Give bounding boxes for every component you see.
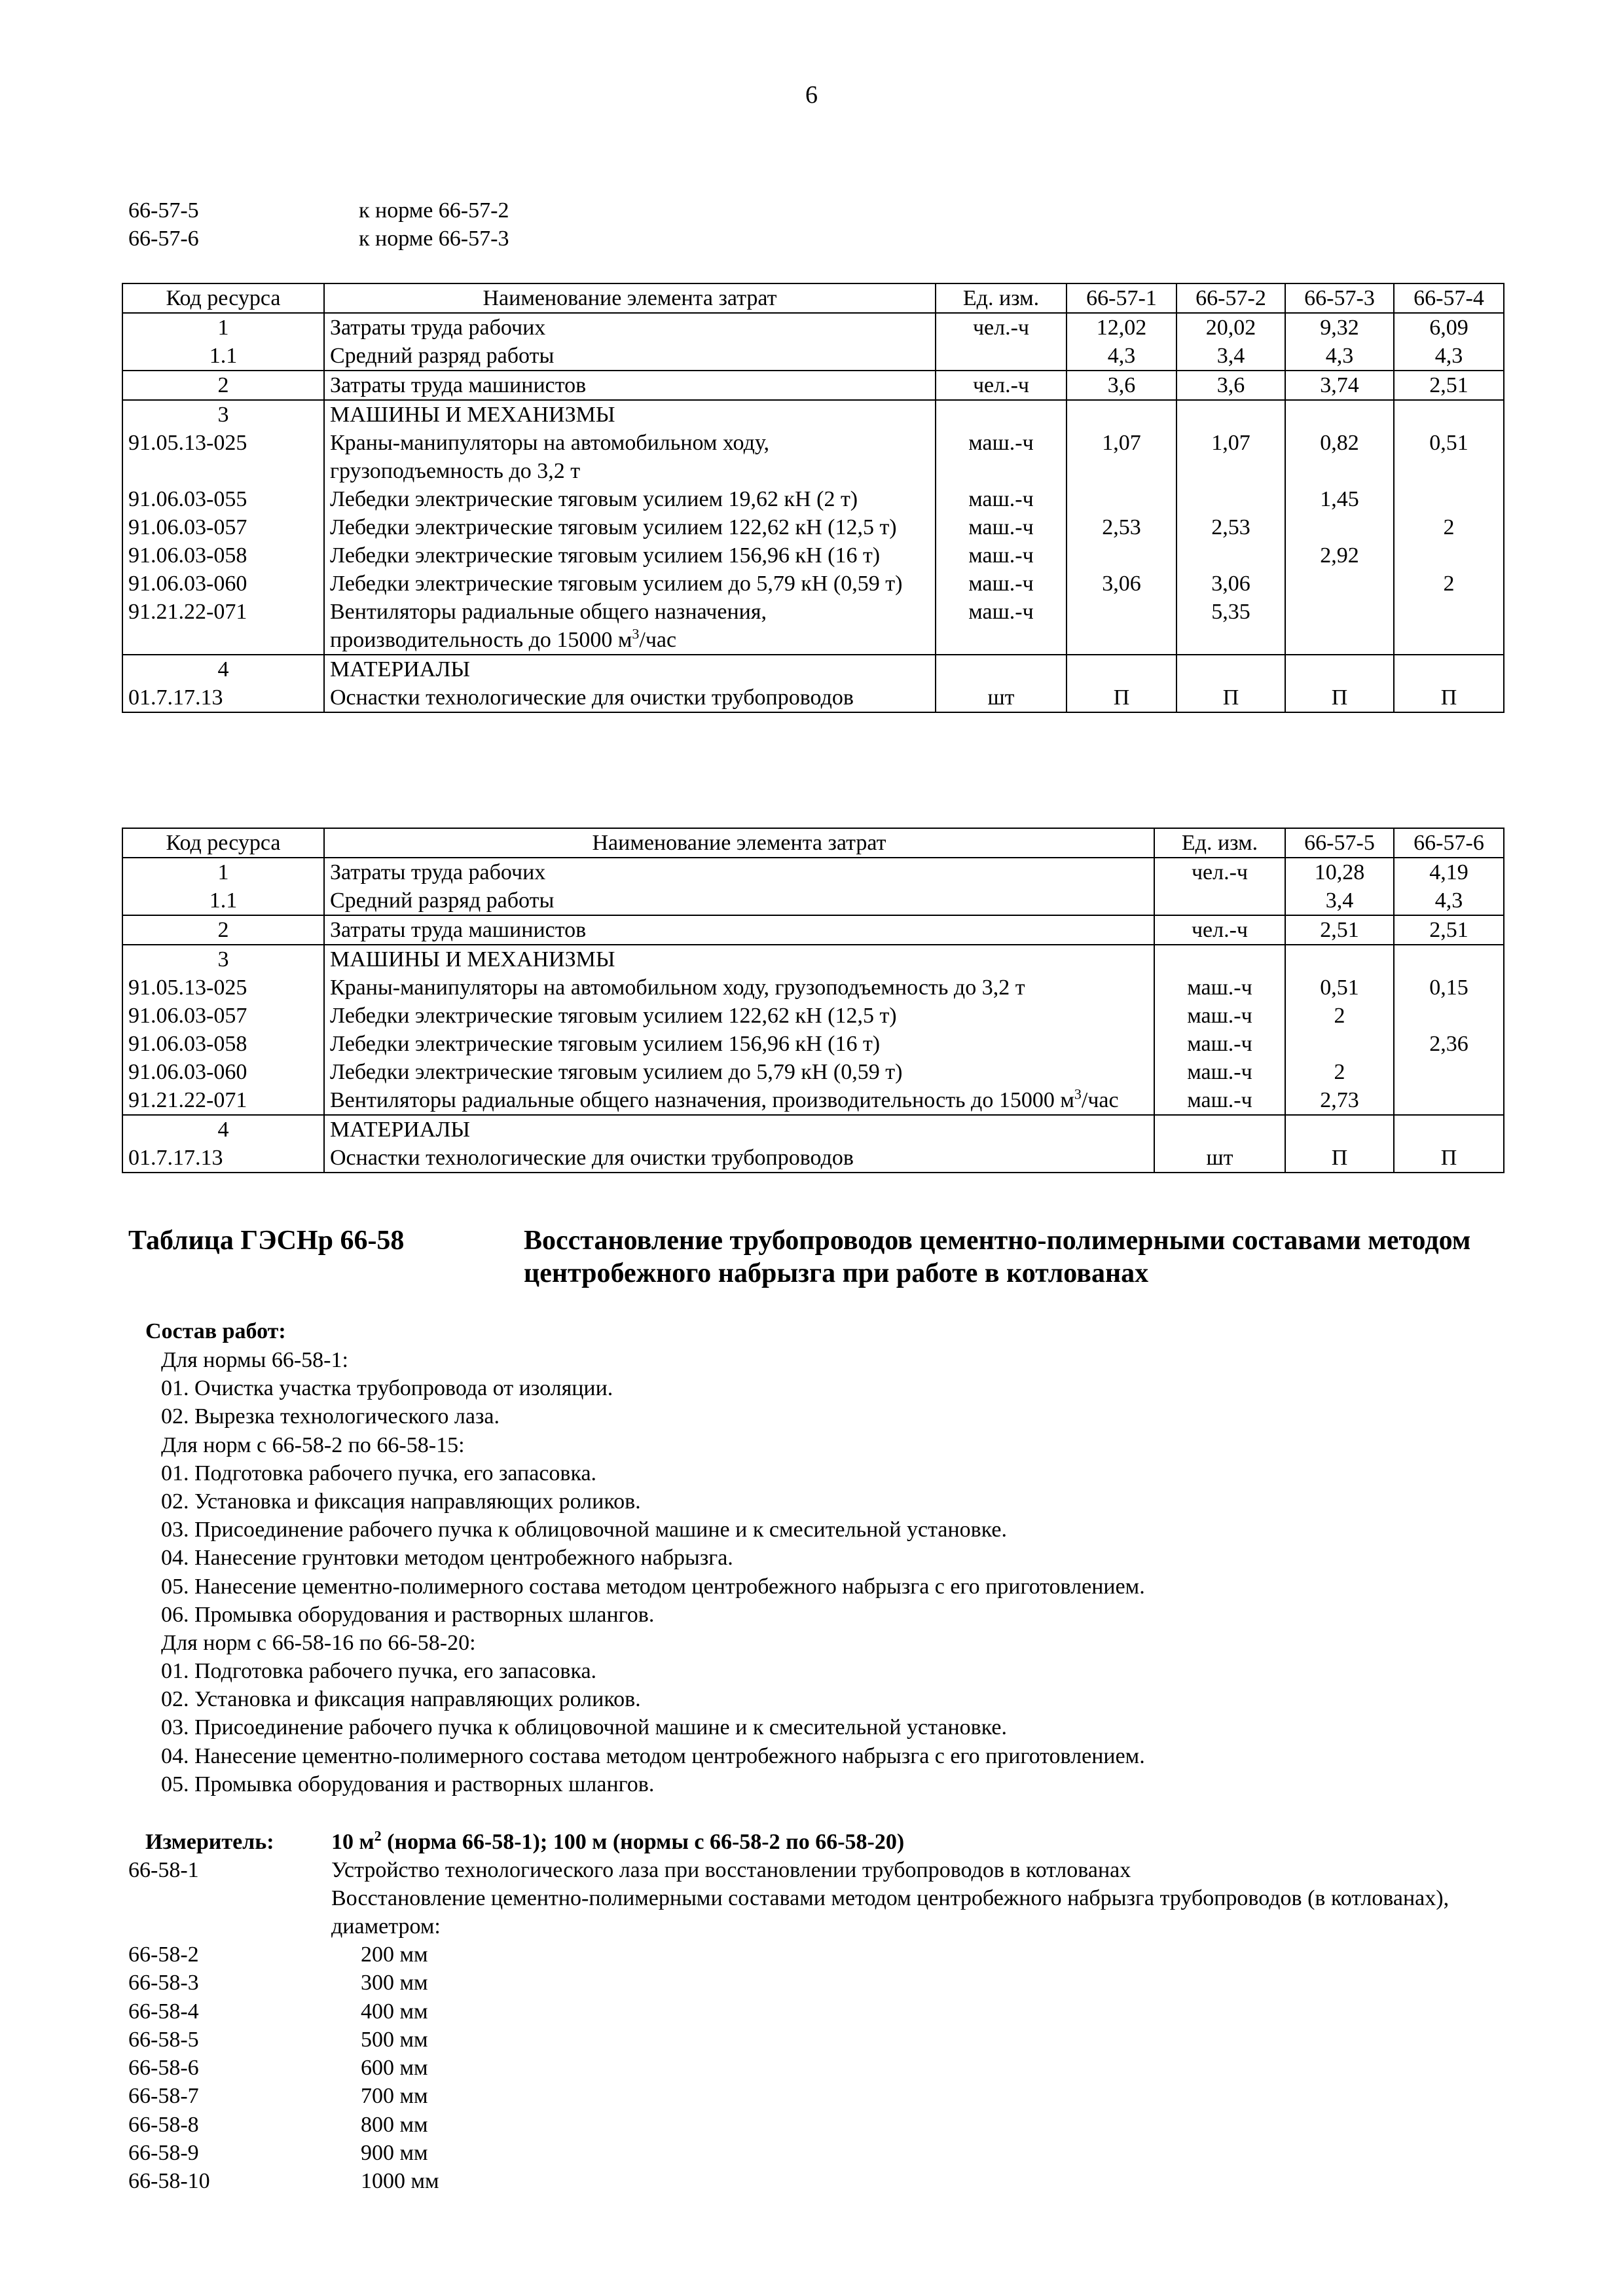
work-line: 05. Нанесение цементно-полимерного состава методом центробежного набрызга с его приготовлением. (161, 1574, 1145, 1599)
diameter-row (128, 1969, 783, 1997)
work-line: 03. Присоединение рабочего пучка к облицовочной машине и к смесительной установке. (161, 1518, 1007, 1542)
norm-value: 2 (1285, 1058, 1394, 1086)
resource-code: 2 (122, 915, 324, 945)
work-heading: Состав работ: (145, 1319, 286, 1343)
diameter-row (128, 1941, 783, 1969)
resource-name-text: /час (1081, 1088, 1119, 1112)
header-norm: 66-57-1 (1067, 283, 1176, 313)
table-row (122, 974, 1504, 1002)
norm-value: 2 (1285, 1002, 1394, 1030)
resource-name: Затраты труда машинистов (324, 915, 1154, 945)
resource-code: 1.1 (122, 342, 324, 371)
diameter-row (128, 2054, 783, 2082)
resource-name: Средний разряд работы (324, 342, 936, 371)
resource-unit (936, 342, 1067, 371)
diameter-code: 66-58-10 (128, 2169, 210, 2194)
resource-name-sup: 3 (632, 625, 640, 642)
resource-name: Средний разряд работы (324, 886, 1154, 915)
resource-unit: маш.-ч (1154, 1002, 1285, 1030)
resource-table-66-57-5-6 (122, 828, 1504, 1173)
measure-sup: 2 (374, 1827, 382, 1844)
resource-unit: маш.-ч (1154, 1086, 1285, 1115)
norm-value: 1,45 (1285, 485, 1394, 513)
norm-value (1394, 1058, 1504, 1086)
resource-code: 1 (122, 858, 324, 886)
norm-value (1394, 485, 1504, 513)
norm-value: 1,07 (1067, 429, 1176, 485)
norm-value: 2,73 (1285, 1086, 1394, 1115)
norm-value: 1,07 (1176, 429, 1285, 485)
resource-name-text: /час (639, 628, 677, 652)
work-line: 04. Нанесение грунтовки методом центробежного набрызга. (161, 1546, 733, 1571)
table-row (122, 485, 1504, 513)
table-row (122, 313, 1504, 342)
norm-value: 3,06 (1176, 570, 1285, 598)
resource-name-sup: 3 (1074, 1085, 1082, 1102)
diameter-code: 66-58-3 (128, 1971, 199, 1995)
table-row (122, 915, 1504, 945)
norm-value: 10,28 (1285, 858, 1394, 886)
measure-label: Измеритель: (145, 1830, 274, 1854)
norm-value: П (1176, 683, 1285, 712)
resource-name: МАТЕРИАЛЫ (324, 1115, 1154, 1144)
resource-table-66-57-1-4 (122, 283, 1504, 713)
norm-value: П (1394, 1144, 1504, 1173)
norm-value (1394, 541, 1504, 570)
table-row (122, 342, 1504, 371)
norm-value (1176, 541, 1285, 570)
resource-unit: маш.-ч (1154, 1058, 1285, 1086)
resource-unit (1154, 886, 1285, 915)
diameter-row (128, 2167, 783, 2195)
norm-value: 2,92 (1285, 541, 1394, 570)
norm-value (1394, 598, 1504, 655)
work-line: 02. Вырезка технологического лаза. (161, 1404, 500, 1429)
norm-value (1067, 400, 1176, 429)
norm-value (1285, 400, 1394, 429)
norm-value: 3,06 (1067, 570, 1176, 598)
resource-name: Затраты труда машинистов (324, 371, 936, 400)
resource-name: Краны-манипуляторы на автомобильном ходу, грузоподъемность до 3,2 т (324, 429, 936, 485)
header-name: Наименование элемента затрат (324, 828, 1154, 858)
work-line: Для норм с 66-58-16 по 66-58-20: (161, 1630, 476, 1655)
work-line: Для нормы 66-58-1: (161, 1348, 348, 1372)
norm-value: П (1285, 1144, 1394, 1173)
norm-value: 4,3 (1285, 342, 1394, 371)
diameter-row (128, 2082, 783, 2110)
norm-value: 0,51 (1394, 429, 1504, 485)
norm-value (1285, 655, 1394, 683)
resource-code: 91.06.03-058 (122, 541, 324, 570)
resource-code: 91.05.13-025 (122, 429, 324, 485)
norm-list (128, 1856, 1503, 1941)
resource-name (324, 598, 936, 655)
table-row (122, 886, 1504, 915)
norm-value (1394, 945, 1504, 974)
norm-value: 4,3 (1067, 342, 1176, 371)
norm-text: Устройство технологического лаза при восстановлении трубопроводов в котлованах (331, 1858, 1131, 1882)
resource-code: 91.05.13-025 (122, 974, 324, 1002)
resource-code: 01.7.17.13 (122, 1144, 324, 1173)
resource-unit: маш.-ч (936, 541, 1067, 570)
table-row (122, 570, 1504, 598)
norm-value (1394, 1086, 1504, 1115)
work-line: 04. Нанесение цементно-полимерного состава методом центробежного набрызга с его приготовлением. (161, 1743, 1145, 1768)
diameter-code: 66-58-8 (128, 2112, 199, 2137)
norm-value (1176, 485, 1285, 513)
table-row (122, 541, 1504, 570)
norm-value: 4,3 (1394, 886, 1504, 915)
norm-value: 0,15 (1394, 974, 1504, 1002)
norm-value: 2,51 (1285, 915, 1394, 945)
norm-value (1067, 541, 1176, 570)
resource-code: 2 (122, 371, 324, 400)
measure-pre: 10 м (331, 1830, 374, 1854)
table-row (122, 400, 1504, 429)
table-row (122, 513, 1504, 541)
diameter-text: 200 мм (361, 1942, 428, 1967)
header-code: Код ресурса (122, 828, 324, 858)
resource-name: Лебедки электрические тяговым усилием 156,96 кН (16 т) (324, 1030, 1154, 1058)
table-row (122, 1058, 1504, 1086)
norm-value: 3,6 (1067, 371, 1176, 400)
diameter-text: 700 мм (361, 2084, 428, 2109)
resource-name: Лебедки электрические тяговым усилием 19,62 кН (2 т) (324, 485, 936, 513)
norm-value: П (1067, 683, 1176, 712)
resource-code: 91.06.03-060 (122, 570, 324, 598)
resource-unit: маш.-ч (936, 570, 1067, 598)
work-line: 03. Присоединение рабочего пучка к облицовочной машине и к смесительной установке. (161, 1715, 1007, 1740)
resource-name-text: Вентиляторы радиальные общего назначения, производительность до 15000 м (330, 600, 767, 652)
table-row (122, 1086, 1504, 1115)
work-line: 01. Подготовка рабочего пучка, его запасовка. (161, 1659, 597, 1684)
table-row (122, 1144, 1504, 1173)
norm-value (1394, 400, 1504, 429)
norm-value (1394, 1115, 1504, 1144)
diameter-code: 66-58-2 (128, 1942, 199, 1967)
resource-unit: маш.-ч (1154, 974, 1285, 1002)
table-row (122, 429, 1504, 485)
norm-value: П (1394, 683, 1504, 712)
table-row (122, 1002, 1504, 1030)
diameter-list (128, 1941, 783, 2196)
norm-value: 0,51 (1285, 974, 1394, 1002)
resource-code: 91.06.03-057 (122, 1002, 324, 1030)
diameter-text: 800 мм (361, 2112, 428, 2137)
resource-name: МАТЕРИАЛЫ (324, 655, 936, 683)
norm-value (1285, 945, 1394, 974)
work-line: Для норм с 66-58-2 по 66-58-15: (161, 1432, 465, 1457)
norm-value: 2,53 (1067, 513, 1176, 541)
resource-code: 91.06.03-060 (122, 1058, 324, 1086)
table-row (122, 683, 1504, 712)
work-line: 01. Очистка участка трубопровода от изоляции. (161, 1376, 613, 1401)
resource-unit (1154, 945, 1285, 974)
resource-code: 4 (122, 1115, 324, 1144)
norm-value (1394, 1002, 1504, 1030)
norm-row (128, 1856, 1503, 1884)
norm-value: 2,36 (1394, 1030, 1504, 1058)
norm-value (1285, 513, 1394, 541)
norm-value: 3,6 (1176, 371, 1285, 400)
resource-name: Затраты труда рабочих (324, 858, 1154, 886)
table-row (122, 1115, 1504, 1144)
resource-unit: шт (936, 683, 1067, 712)
header-unit: Ед. изм. (1154, 828, 1285, 858)
norm-value (1176, 655, 1285, 683)
diameter-code: 66-58-5 (128, 2027, 199, 2052)
resource-code: 1 (122, 313, 324, 342)
table-header-row (122, 828, 1504, 858)
resource-unit: маш.-ч (1154, 1030, 1285, 1058)
resource-name-text: Вентиляторы радиальные общего назначения, производительность до 15000 м (330, 1088, 1074, 1112)
norm-value: 3,74 (1285, 371, 1394, 400)
norm-value: 9,32 (1285, 313, 1394, 342)
norm-value (1285, 570, 1394, 598)
work-line: 02. Установка и фиксация направляющих роликов. (161, 1687, 641, 1712)
resource-unit (936, 400, 1067, 429)
header-norm: 66-57-6 (1394, 828, 1504, 858)
header-norm: 66-57-4 (1394, 283, 1504, 313)
resource-name: МАШИНЫ И МЕХАНИЗМЫ (324, 945, 1154, 974)
resource-unit: чел.-ч (936, 371, 1067, 400)
diameter-row (128, 2139, 783, 2167)
norm-value: 6,09 (1394, 313, 1504, 342)
norm-value: 4,3 (1394, 342, 1504, 371)
resource-name: Лебедки электрические тяговым усилием 122,62 кН (12,5 т) (324, 513, 936, 541)
norm-value (1176, 400, 1285, 429)
resource-unit: шт (1154, 1144, 1285, 1173)
intro-ref-code: 66-57-5 (128, 198, 199, 223)
norm-text: Восстановление цементно-полимерными составами методом центробежного набрызга трубопроводов (в котлованах), диаметром: (331, 1886, 1450, 1939)
norm-value: 2,51 (1394, 915, 1504, 945)
table-row (122, 858, 1504, 886)
norm-value (1067, 485, 1176, 513)
resource-name: МАШИНЫ И МЕХАНИЗМЫ (324, 400, 936, 429)
resource-unit (936, 655, 1067, 683)
table-header-row (122, 283, 1504, 313)
table-row (122, 598, 1504, 655)
work-line: 05. Промывка оборудования и растворных шлангов. (161, 1772, 655, 1796)
resource-name: Лебедки электрические тяговым усилием 122,62 кН (12,5 т) (324, 1002, 1154, 1030)
resource-code: 91.21.22-071 (122, 598, 324, 655)
norm-value (1285, 1115, 1394, 1144)
work-line: 02. Установка и фиксация направляющих роликов. (161, 1489, 641, 1514)
norm-value: 0,82 (1285, 429, 1394, 485)
norm-value: 20,02 (1176, 313, 1285, 342)
resource-code: 91.06.03-057 (122, 513, 324, 541)
measure-value (331, 1828, 904, 1856)
norm-value: 2 (1394, 513, 1504, 541)
table-row (122, 1030, 1504, 1058)
resource-unit: маш.-ч (936, 429, 1067, 485)
section-title: Восстановление трубопроводов цементно-полимерными составами методом центробежного набрызга при работе в котлованах (524, 1226, 1471, 1288)
header-code: Код ресурса (122, 283, 324, 313)
norm-value: 3,4 (1285, 886, 1394, 915)
header-unit: Ед. изм. (936, 283, 1067, 313)
resource-code: 91.06.03-055 (122, 485, 324, 513)
norm-value: 12,02 (1067, 313, 1176, 342)
diameter-row (128, 2111, 783, 2139)
resource-code: 4 (122, 655, 324, 683)
diameter-text: 400 мм (361, 1999, 428, 2024)
resource-unit: чел.-ч (1154, 858, 1285, 886)
intro-ref-text: к норме 66-57-2 (359, 198, 509, 223)
resource-name: Затраты труда рабочих (324, 313, 936, 342)
intro-ref-code: 66-57-6 (128, 227, 199, 251)
resource-unit: чел.-ч (1154, 915, 1285, 945)
diameter-code: 66-58-9 (128, 2141, 199, 2166)
norm-value (1285, 1030, 1394, 1058)
page-number: 6 (805, 81, 818, 109)
diameter-row (128, 2026, 783, 2054)
resource-unit: маш.-ч (936, 598, 1067, 655)
resource-unit (1154, 1115, 1285, 1144)
resource-name: Оснастки технологические для очистки трубопроводов (324, 1144, 1154, 1173)
measure-post: (норма 66-58-1); 100 м (нормы с 66-58-2 по 66-58-20) (381, 1830, 905, 1854)
diameter-text: 900 мм (361, 2141, 428, 2166)
norm-value (1067, 598, 1176, 655)
resource-code: 91.06.03-058 (122, 1030, 324, 1058)
resource-unit: маш.-ч (936, 513, 1067, 541)
resource-code: 91.21.22-071 (122, 1086, 324, 1115)
resource-name: Лебедки электрические тяговым усилием 156,96 кН (16 т) (324, 541, 936, 570)
norm-value: 2,51 (1394, 371, 1504, 400)
section-label: Таблица ГЭСНр 66-58 (128, 1226, 405, 1256)
work-line: 06. Промывка оборудования и растворных шлангов. (161, 1602, 655, 1627)
norm-value: 3,4 (1176, 342, 1285, 371)
table-row (122, 371, 1504, 400)
resource-name (324, 1086, 1154, 1115)
work-line: 01. Подготовка рабочего пучка, его запасовка. (161, 1461, 597, 1485)
resource-unit: маш.-ч (936, 485, 1067, 513)
table-row (122, 655, 1504, 683)
norm-value: 2,53 (1176, 513, 1285, 541)
norm-row (128, 1884, 1503, 1941)
header-norm: 66-57-5 (1285, 828, 1394, 858)
norm-value: 5,35 (1176, 598, 1285, 655)
intro-ref-text: к норме 66-57-3 (359, 227, 509, 251)
resource-unit: чел.-ч (936, 313, 1067, 342)
resource-name: Лебедки электрические тяговым усилием до 5,79 кН (0,59 т) (324, 1058, 1154, 1086)
diameter-text: 600 мм (361, 2056, 428, 2081)
norm-value: 2 (1394, 570, 1504, 598)
resource-name: Лебедки электрические тяговым усилием до 5,79 кН (0,59 т) (324, 570, 936, 598)
table-row (122, 945, 1504, 974)
header-norm: 66-57-2 (1176, 283, 1285, 313)
diameter-row (128, 1997, 783, 2026)
norm-value (1067, 655, 1176, 683)
work-list (161, 1346, 1145, 1798)
resource-code: 3 (122, 945, 324, 974)
diameter-text: 500 мм (361, 2027, 428, 2052)
diameter-code: 66-58-7 (128, 2084, 199, 2109)
resource-code: 01.7.17.13 (122, 683, 324, 712)
diameter-code: 66-58-6 (128, 2056, 199, 2081)
diameter-text: 300 мм (361, 1971, 428, 1995)
resource-code: 1.1 (122, 886, 324, 915)
norm-value (1394, 655, 1504, 683)
norm-code: 66-58-1 (128, 1858, 199, 1882)
diameter-code: 66-58-4 (128, 1999, 199, 2024)
resource-name: Краны-манипуляторы на автомобильном ходу, грузоподъемность до 3,2 т (324, 974, 1154, 1002)
diameter-text: 1000 мм (361, 2169, 439, 2194)
resource-code: 3 (122, 400, 324, 429)
header-norm: 66-57-3 (1285, 283, 1394, 313)
header-name: Наименование элемента затрат (324, 283, 936, 313)
norm-value: 4,19 (1394, 858, 1504, 886)
resource-name: Оснастки технологические для очистки трубопроводов (324, 683, 936, 712)
norm-value: П (1285, 683, 1394, 712)
norm-value (1285, 598, 1394, 655)
